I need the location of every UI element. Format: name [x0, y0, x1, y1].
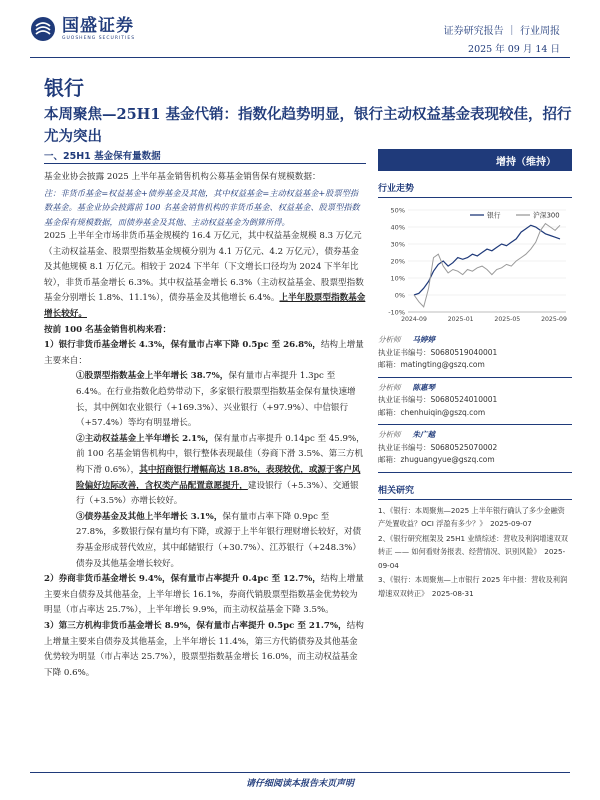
trend-heading: 行业走势: [378, 181, 572, 198]
y-tick-label: 40%: [390, 223, 405, 232]
main-content: [44, 149, 366, 681]
active-equity-tail: 建设银行（+5.3%）、交通银行（+3.5%）亦增长较好。: [76, 480, 359, 507]
legend-label: 银行: [487, 211, 501, 220]
analyst-name: 朱广越: [412, 430, 435, 439]
broker-paragraph: [44, 572, 366, 619]
footer-disclaimer: 请仔细阅读本报告末页声明: [245, 779, 354, 789]
overview-highlight: 上半年股票型指数基金增长较好。: [44, 293, 366, 320]
active-equity-text: 保有量市占率提升 0.14pc 至 45.9%，前 100 名基金销售机构中，银行整体表现最佳（券商下滑 3.5%、第三方机构下滑 0.6%），: [76, 433, 365, 475]
etf-paragraph: [44, 369, 366, 431]
bond-paragraph: [44, 510, 366, 572]
bond-highlight: ③债券基金及其他上半年增长 3.1%，: [76, 511, 223, 522]
y-tick-label: -10%: [388, 308, 405, 317]
analyst-email[interactable]: 邮箱：matingting@gszq.com: [378, 360, 485, 369]
related-item[interactable]: 1、《银行：本周聚焦—2025 上半年银行确认了多少金融资产处置收益？OCI 浮盈有多少？》 2025-09-07: [378, 505, 565, 528]
broker-highlight: 2）券商非货币基金增长 9.4%，保有量市占率提升 0.4pc 至 12.7%，: [44, 574, 321, 585]
intro-paragraph: 基金业协会披露 2025 上半年基金销售机构公募基金销售保有规模数据：: [44, 172, 321, 182]
third-party-paragraph: [44, 619, 366, 681]
logo-subtext: GUOSHENG SECURITIES: [62, 36, 136, 41]
report-title: 本周聚焦—25H1 基金代销：指数化趋势明显，银行主动权益基金表现较佳，招行尤为突出: [44, 106, 572, 145]
active-equity-highlight: ②主动权益基金上半年增长 2.1%，: [76, 433, 214, 444]
trend-chart-svg: [378, 202, 572, 330]
x-tick-label: 2025-05: [494, 316, 521, 323]
y-tick-label: 0%: [394, 291, 405, 300]
analyst-role: 分析师: [378, 430, 401, 439]
analyst-name: 马婷婷: [412, 335, 435, 344]
series-line-csi300: [414, 224, 560, 307]
rating-badge: 增持（维持）: [378, 149, 572, 171]
x-tick-label: 2025-09: [541, 316, 567, 323]
analyst-cert: 执业证书编号：S0680524010001: [378, 395, 498, 404]
third-party-text: 结构上增量主要来自债券及其他基金，上半年增长 11.4%，第三方代销债券及其他基金优势较为明显（市占率达 25.7%），股票型指数基金增长 16.0%，而主动权益基金下降 0.6%。: [44, 620, 364, 678]
x-tick-label: 2024-09: [401, 316, 427, 323]
analyst-cert: 执业证书编号：S0680525070002: [378, 442, 498, 452]
analyst-card-3: [378, 425, 572, 473]
y-tick-label: 30%: [390, 240, 405, 249]
analyst-name: 陈惠琴: [412, 382, 435, 392]
active-equity-paragraph: [44, 432, 366, 510]
analyst-card-2: [378, 378, 572, 426]
y-tick-label: 20%: [390, 257, 405, 266]
overview-paragraph: [44, 229, 366, 323]
third-party-highlight: 3）第三方机构非货币基金增长 8.9%，保有量市占率提升 0.5pc 至 21.7%，: [44, 620, 347, 631]
header-divider: [30, 57, 570, 58]
bond-text: 保有量市占率下降 0.9pc 至 27.8%，多数银行保有量均有下降，或源于上半年银行理财增长较好，对债券基金形成替代效应，其中邮储银行（+30.7%）、江苏银行（+248.3%）债券及其他基金增长较好。: [76, 511, 362, 569]
etf-text: 保有量市占率提升 1.3pc 至 6.4%。在行业指数化趋势带动下，多家银行股票型指数基金保有量快速增长，其中例如农业银行（+169.3%）、兴业银行（+97.9%）、中信银行（+57.4%）等均有明显增长。: [76, 371, 356, 429]
y-tick-label: 10%: [390, 274, 405, 283]
legend-label: 沪深300: [533, 211, 560, 220]
related-list: [378, 500, 572, 601]
analyst-card-1: [378, 330, 572, 378]
report-type: 证券研究报告 ｜ 行业周报: [443, 26, 560, 37]
related-item[interactable]: 2、《银行研究框架及 25H1 业绩综述：营收及利润增速双双转正 —— 如何看财务报表、经营情况、识别风险》 2025-09-04: [378, 533, 568, 570]
sidebar: [378, 149, 572, 601]
analyst-role: 分析师: [378, 335, 401, 344]
related-item[interactable]: 3、《银行：本周聚焦—上市银行 2025 年中报：营收及利润增速双双转正》 2025-08-31: [378, 575, 568, 598]
overview-text: 2025 上半年全市场非货币基金规模约 16.4 万亿元，其中权益基金规模 8.3 万亿元（主动权益基金、股票型指数基金规模分别为 4.1 万亿元、4.2 万亿元），债券基金及其他规模 8.1 万亿元。相较于 2024 下半年（下文增长口径均为 2024 下半年比较），非货币基金增长 6.3%。其中权益基金增长 6.3%（主动权益基金、股票型指数基金分别增长 1.8%、11.1%），债券基金及其他增长 6.4%。: [44, 231, 364, 304]
broker-text: 结构上增量主要来自债券及其他基金，上半年增长 16.1%，券商代销股票型指数基金优势较为明显（市占率达 25.7%），上半年增长 9.9%，而主动权益基金下降 3.5%。: [44, 574, 364, 616]
company-logo: [30, 16, 135, 42]
bank-text: 结构上增量主要来自：: [44, 340, 364, 366]
analyst-cert: 执业证书编号：S0680519040001: [378, 347, 498, 357]
sub-heading: 按前 100 名基金销售机构来看：: [44, 324, 172, 335]
x-tick-label: 2025-01: [447, 316, 474, 323]
trend-chart: [378, 202, 572, 330]
etf-highlight: ①股票型指数基金上半年增长 38.7%，: [76, 371, 229, 382]
logo-icon: [30, 16, 56, 42]
industry-label: 银行: [44, 76, 84, 100]
footer-divider: [30, 772, 570, 773]
page-header: [0, 0, 600, 66]
analyst-email[interactable]: 邮箱：zhuguangyue@gszq.com: [378, 455, 495, 464]
note-paragraph: 注：非货币基金=权益基金+债券基金及其他，其中权益基金=主动权益基金+股票型指数基金。基金业协会披露前 100 名基金销售机构的非货币基金、权益基金、股票型指数基金保有规模数据，而债券基金及其他、主动权益基金为倒算所得。: [44, 187, 360, 227]
section-heading: [44, 149, 366, 165]
analyst-role: 分析师: [378, 382, 401, 392]
section-divider: [44, 163, 366, 164]
related-heading: 相关研究: [378, 483, 572, 500]
bank-paragraph: [44, 338, 366, 369]
logo-text: 国盛证券: [62, 16, 134, 36]
bank-highlight: 1）银行非货币基金增长 4.3%，保有量市占率下降 0.5pc 至 26.8%，: [44, 340, 321, 351]
report-date: 2025 年 09 月 14 日: [468, 44, 560, 55]
cmb-highlight: 其中招商银行增幅高达 18.8%，表现较优，或源于客户风险偏好边际改善，含权类产品配置意愿提升，: [76, 465, 361, 491]
analyst-email[interactable]: 邮箱：chenhuiqin@gszq.com: [378, 407, 486, 417]
y-tick-label: 50%: [390, 206, 405, 215]
section-title: 一、25H1 基金保有量数据: [44, 151, 161, 162]
